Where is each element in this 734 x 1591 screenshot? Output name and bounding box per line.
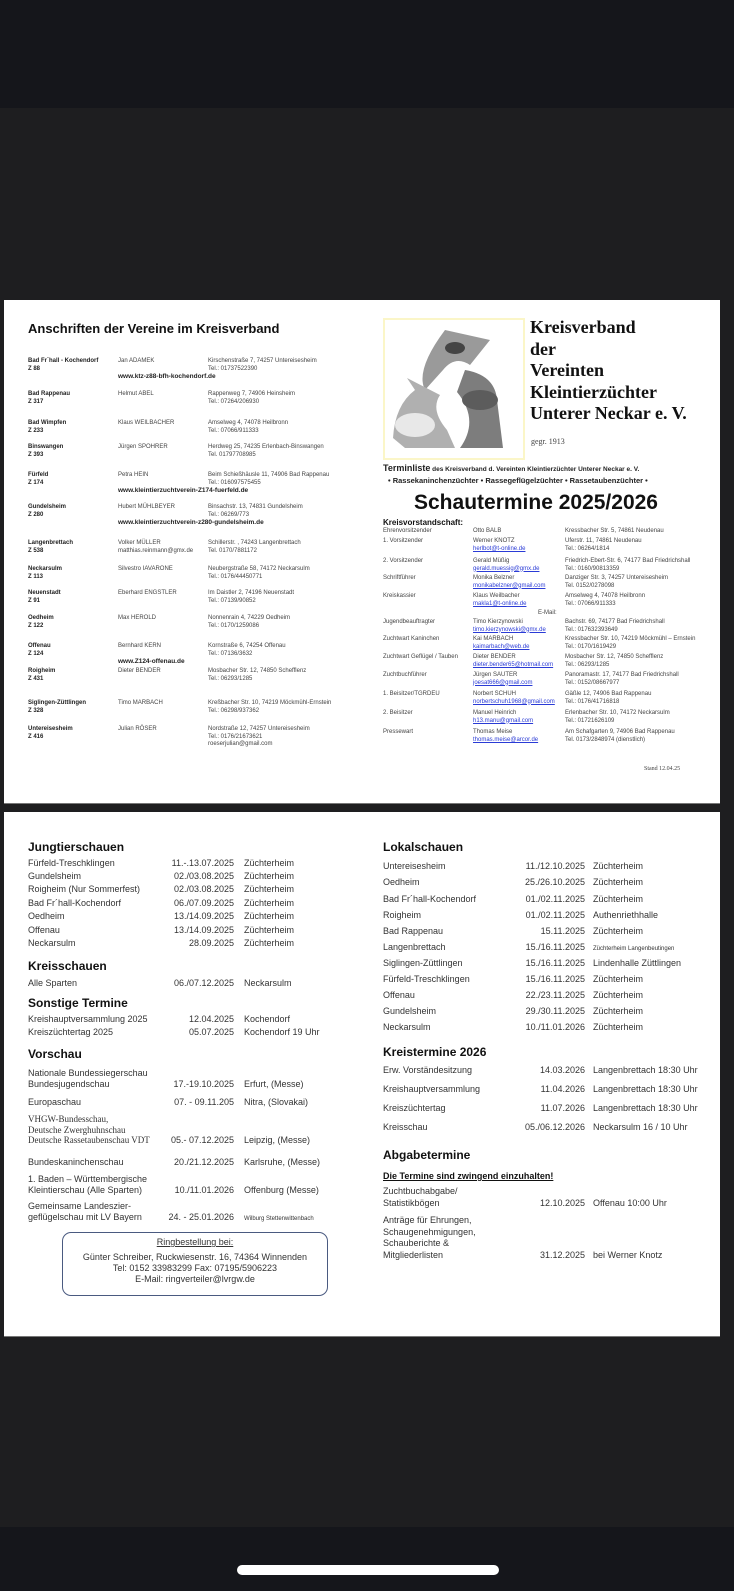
event-location: Züchterheim	[244, 884, 295, 894]
terminliste-line	[383, 463, 639, 473]
board-member-name: Werner KNOTZ	[473, 538, 515, 544]
club-contact: Volker MÜLLER	[118, 540, 161, 546]
club-contact-email[interactable]: matthias.reinmann@gmx.de	[118, 547, 194, 554]
event-location: Züchterheim	[244, 911, 295, 921]
event-name: Oedheim	[383, 877, 420, 887]
event-date: 10./11.01.2026	[525, 1022, 585, 1032]
board-member-name: Manuel Heinrich	[473, 710, 517, 716]
event-date: 02./03.08.2025	[173, 871, 234, 881]
board-role: 1. Vorsitzender	[383, 538, 424, 544]
club-code: Z 317	[28, 398, 44, 405]
event-date: 07. - 09.11.205	[174, 1097, 234, 1107]
event-location: Nitra, (Slovakai)	[244, 1097, 309, 1107]
board-member-name: Norbert SCHUH	[473, 691, 517, 697]
event-location: Offenau 10:00 Uhr	[593, 1197, 667, 1208]
club-website[interactable]: www.kleintierzuchtverein-z280-gundelsheim.de	[118, 519, 264, 526]
club-code: Z 431	[28, 675, 44, 682]
board-member-email[interactable]: makla1@t-online.de	[473, 600, 527, 607]
club-address: Beim Schießhäusle 11, 74906 Bad Rappenau	[208, 472, 330, 478]
terminliste-label: Terminliste	[383, 463, 431, 473]
board-address: Amselweg 4, 74078 Heilbronn	[565, 593, 646, 599]
club-phone: Tel. 0170/7881172	[208, 547, 257, 554]
event-location: Züchterheim	[244, 898, 295, 908]
club-contact: Klaus WEILBACHER	[118, 420, 175, 426]
board-member-name: Jürgen SAUTER	[473, 672, 518, 678]
club-contact: Silvestro IAVARONE	[118, 566, 173, 572]
event-location: Züchterheim	[593, 974, 644, 984]
club-address: Im Daistler 2, 74196 Neuenstadt	[208, 590, 295, 596]
club-address: Kirschenstraße 7, 74257 Untereisesheim	[208, 358, 317, 364]
board-address: Kressbacher Str. 10, 74219 Möckmühl – Ernstein	[565, 636, 696, 642]
section-heading: Jungtierschauen	[28, 840, 125, 854]
email-label: E-Mail:	[538, 610, 557, 616]
board-role: Pressewart	[383, 729, 414, 735]
event-name: Siglingen-Züttlingen	[383, 958, 463, 968]
board-role: 2. Beisitzer	[383, 710, 413, 716]
event-name: Alle Sparten	[28, 978, 78, 988]
board-phone: Tel.: 0170/1619429	[565, 643, 617, 650]
board-address: Am Schafgarten 9, 74906 Bad Rappenau	[565, 729, 675, 735]
club-name: Fürfeld	[28, 472, 49, 478]
app-top-bar	[0, 0, 734, 108]
club-name: Langenbrettach	[28, 540, 74, 546]
club-address: Binsachstr. 13, 74831 Gundelsheim	[208, 504, 303, 510]
club-name: Gundelsheim	[28, 504, 67, 510]
animal-cycle-logo-icon	[385, 320, 523, 458]
board-role: Ehrenvorsitzender	[383, 528, 432, 534]
board-member-email[interactable]: timo.kierzynowski@gmx.de	[473, 626, 546, 633]
association-name-line: Kreisverband	[530, 317, 636, 337]
board-member-name: Timo Kierzynowski	[473, 619, 523, 625]
event-date: 01./02.11.2025	[525, 910, 585, 920]
event-location: Langenbrettach 18:30 Uhr	[593, 1065, 698, 1075]
club-code: Z 88	[28, 365, 41, 372]
event-name: Gundelsheim	[383, 1006, 437, 1016]
event-name: Bad Rappenau	[383, 926, 444, 936]
event-date: 12.04.2025	[188, 1014, 234, 1024]
event-name: Roigheim	[383, 910, 422, 920]
event-location: Züchterheim Langenbeutingen	[593, 946, 675, 952]
ring-order-email[interactable]: E-Mail: ringverteiler@lvrgw.de	[135, 1274, 255, 1284]
board-address: Kressbacher Str. 5, 74861 Neudenau	[565, 528, 664, 534]
event-name: Oedheim	[28, 911, 65, 921]
stand-date: Stand 12.04.25	[644, 766, 681, 772]
club-code: Z 416	[28, 733, 44, 740]
event-date: 11.04.2026	[540, 1084, 585, 1094]
board-phone: Tel.: 06293/1285	[565, 661, 610, 668]
club-phone: Tel.: 06269/773	[208, 511, 250, 518]
board-phone: Tel.: 0160/90813359	[565, 565, 620, 572]
event-date: 15./16.11.2025	[525, 958, 585, 968]
club-phone: Tel.: 0170/1259086	[208, 622, 260, 629]
event-name: Bad Fr´hall-Kochendorf	[383, 894, 477, 904]
event-name: VHGW-Bundesschau, Deutsche Zwerghuhnschau Deutsche Rassetaubenschau VDT	[28, 1114, 150, 1145]
event-date: 20./21.12.2025	[173, 1157, 234, 1167]
club-address: Kornstraße 6, 74254 Offenau	[208, 643, 286, 649]
section-heading: Lokalschauen	[383, 840, 464, 854]
event-location: Züchterheim	[244, 871, 295, 881]
event-date: 22./23.11.2025	[525, 990, 585, 1000]
section-heading: Kreisschauen	[28, 959, 107, 973]
club-code: Z 91	[28, 597, 41, 604]
event-location: Züchterheim	[593, 1006, 644, 1016]
event-date: 29./30.11.2025	[525, 1006, 585, 1016]
board-member-email[interactable]: herlbot@t-online.de	[473, 545, 526, 552]
club-name: Roigheim	[28, 668, 56, 674]
event-location: Züchterheim	[593, 877, 644, 887]
club-name: Untereisesheim	[28, 726, 73, 732]
document-page-2	[4, 812, 720, 1336]
club-contact: Max HEROLD	[118, 615, 157, 621]
bottom-bar	[0, 1527, 734, 1591]
event-date: 02./03.08.2025	[173, 884, 234, 894]
board-role: Schriftführer	[383, 575, 416, 581]
founded-year: gegr. 1913	[531, 437, 565, 446]
association-name-line: Unterer Neckar e. V.	[530, 403, 687, 423]
event-name: Neckarsulm	[383, 1022, 431, 1032]
event-date: 31.12.2025	[539, 1249, 585, 1260]
event-name: 1. Baden – Württembergische Kleintierschau (Alle Sparten)	[28, 1174, 148, 1195]
club-address: Rappenweg 7, 74906 Heinsheim	[208, 391, 296, 397]
event-date: 15./16.11.2025	[525, 974, 585, 984]
section-heading: Abgabetermine	[383, 1148, 471, 1162]
event-name: Europaschau	[28, 1097, 82, 1107]
event-date: 14.03.2026	[539, 1065, 585, 1075]
event-location: Karlsruhe, (Messe)	[244, 1157, 321, 1167]
event-date: 15./16.11.2025	[525, 942, 585, 952]
ring-order-box	[62, 1232, 328, 1296]
club-contact: Bernhard KERN	[118, 643, 162, 649]
event-location: Züchterheim	[244, 858, 295, 868]
event-location: Neckarsulm	[244, 978, 292, 988]
board-member-email[interactable]: dieter.bender65@hotmail.com	[473, 661, 554, 668]
board-member-email[interactable]: gerald.muessig@gmx.de	[473, 565, 540, 572]
event-date: 05.07.2025	[188, 1027, 234, 1037]
club-contact: Eberhard ENGSTLER	[118, 590, 177, 596]
board-member-name: Monika Belzner	[473, 575, 515, 581]
board-member-name: Klaus Weilbacher	[473, 593, 520, 599]
board-address: Friedrich-Ebert-Str. 6, 74177 Bad Friedrichshall	[565, 558, 691, 564]
event-location: Langenbrettach 18:30 Uhr	[593, 1103, 698, 1113]
club-name: Bad Fr´hall - Kochendorf	[28, 358, 99, 364]
event-name: Gundelsheim	[28, 871, 82, 881]
event-date: 06./07.09.2025	[173, 898, 234, 908]
board-member-email[interactable]: kaimarbach@web.de	[473, 643, 530, 650]
event-name: Erw. Vorständesitzung	[383, 1065, 473, 1075]
event-name: Roigheim (Nur Sommerfest)	[28, 884, 141, 894]
board-address: Uferstr. 11, 74861 Neudenau	[565, 538, 642, 544]
club-phone: Tel.: 07066/911333	[208, 427, 259, 434]
event-date: 11.07.2026	[540, 1103, 585, 1113]
event-location: Züchterheim	[593, 926, 644, 936]
board-phone: Tel.: 01721626109	[565, 717, 615, 724]
association-logo	[383, 318, 525, 460]
club-contact: Petra HEIN	[118, 472, 149, 478]
board-address: Bachstr. 69, 74177 Bad Friedrichshall	[565, 619, 665, 625]
club-phone: Tel.: 0176/44450771	[208, 573, 263, 580]
event-date: 24. - 25.01.2026	[168, 1211, 234, 1222]
board-member-email[interactable]: joesat666@gmail.com	[473, 679, 533, 686]
board-phone: Tel. 0173/2848974 (dienstlich)	[565, 736, 646, 743]
club-code: Z 122	[28, 622, 44, 629]
club-contact: Jürgen SPOHRER	[118, 444, 168, 450]
club-code: Z 328	[28, 707, 44, 714]
board-role: Kreiskassier	[383, 593, 416, 599]
event-name: Kreisschau	[383, 1122, 428, 1132]
board-member-email[interactable]: h13.manu@gmail.com	[473, 717, 534, 724]
event-date: 13./14.09.2025	[173, 925, 234, 935]
club-contact: Jan ADAMEK	[118, 358, 155, 364]
board-phone: Tel.: 0176/41716818	[565, 698, 620, 705]
event-date: 11./12.10.2025	[525, 861, 585, 871]
board-title: Kreisvorstandschaft:	[383, 518, 464, 527]
club-phone: Tel.: 06298/937362	[208, 707, 260, 714]
club-phone: Tel.: 0176/21673621	[208, 733, 263, 740]
board-member-name: Gerald Müßig	[473, 558, 510, 564]
event-location: Wilburg Stettenwittenbach	[244, 1215, 314, 1222]
board-role: Jugendbeauftragter	[383, 619, 436, 625]
event-name: Fürfeld-Treschklingen	[383, 974, 470, 984]
event-name: Kreishauptversammlung	[383, 1084, 481, 1094]
club-address: Nordstraße 12, 74257 Untereisesheim	[208, 726, 310, 732]
club-contact: Hubert MÜHLBEYER	[118, 504, 176, 510]
section-note: Die Termine sind zwingend einzuhalten!	[383, 1171, 554, 1181]
board-phone: Tel. 0152/0278098	[565, 582, 615, 589]
association-name	[530, 317, 687, 425]
club-address: Schillerstr. , 74243 Langenbrettach	[208, 540, 301, 546]
club-website[interactable]: www.kleintierzuchtverein-Z174-fuerfeld.de	[118, 487, 249, 494]
event-name: Kreiszüchtertag 2025	[28, 1027, 114, 1037]
club-code: Z 174	[28, 479, 44, 486]
event-date: 25./26.10.2025	[524, 877, 585, 887]
event-location: Offenburg (Messe)	[244, 1184, 319, 1195]
event-name: Langenbrettach	[383, 942, 446, 952]
event-date: 13./14.09.2025	[173, 911, 234, 921]
event-name: Anträge für Ehrungen, Schaugenehmigungen, Schauberichte & Mitgliederlisten	[383, 1215, 476, 1260]
club-address: Nonnenrain 4, 74229 Oedheim	[208, 615, 291, 621]
club-phone: Tel. 01797708985	[208, 451, 256, 458]
section-heading: Sonstige Termine	[28, 996, 128, 1010]
club-name: Bad Wimpfen	[28, 420, 67, 426]
home-indicator[interactable]	[237, 1565, 499, 1575]
association-name-line: Kleintierzüchter	[530, 381, 657, 402]
club-address: Neubergstraße 58, 74172 Neckarsulm	[208, 566, 310, 572]
board-phone: Tel.: 07066/911333	[565, 600, 616, 607]
club-name: Oedheim	[28, 615, 54, 621]
board-member-email[interactable]: norbertschuh1968@gmail.com	[473, 698, 555, 705]
club-name: Binswangen	[28, 444, 64, 450]
event-location: Erfurt, (Messe)	[244, 1078, 304, 1089]
ring-order-title: Ringbestellung bei:	[156, 1237, 234, 1247]
club-name: Bad Rappenau	[28, 391, 71, 397]
club-website[interactable]: www.ktz-z88-bfh-kochendorf.de	[118, 373, 216, 380]
event-date: 10./11.01.2026	[174, 1184, 234, 1195]
board-address: Panoramastr. 17, 74177 Bad Friedrichshall	[565, 672, 679, 678]
event-location: Züchterheim	[593, 894, 644, 904]
event-date: 05.- 07.12.2025	[170, 1135, 234, 1145]
event-location: Kochendorf 19 Uhr	[244, 1027, 320, 1037]
event-name: Kreishauptversammlung 2025	[28, 1014, 148, 1024]
club-contact: Julian RÖSER	[118, 726, 157, 732]
event-date: 06./07.12.2025	[173, 978, 234, 988]
document-page-1	[4, 300, 720, 803]
event-location: Langenbrettach 18:30 Uhr	[593, 1084, 698, 1094]
club-contact: Timo MARBACH	[118, 700, 163, 706]
club-address: Amselweg 4, 74078 Heilbronn	[208, 420, 289, 426]
club-phone: Tel.: 07139/90852	[208, 597, 256, 604]
club-address: Herdweg 25, 74235 Erlenbach-Binswangen	[208, 444, 324, 450]
club-name: Neckarsulm	[28, 566, 63, 572]
club-address: Kreßbacher Str. 10, 74219 Möckmühl-Ernstein	[208, 700, 332, 706]
event-name: Offenau	[383, 990, 415, 1000]
board-member-name: Otto BALB	[473, 528, 502, 534]
event-date: 28.09.2025	[188, 938, 234, 948]
club-website[interactable]: www.Z124-offenau.de	[118, 658, 185, 665]
board-role: Zuchtwart Geflügel / Tauben	[383, 654, 458, 660]
event-location: bei Werner Knotz	[593, 1249, 663, 1260]
board-role: Zuchtwart Kaninchen	[383, 636, 440, 642]
breeder-sections: • Rassekaninchenzüchter • Rassegeflügelzüchter • Rassetaubenzüchter •	[388, 476, 648, 485]
event-date: 17.-19.10.2025	[173, 1078, 234, 1089]
club-code: Z 113	[28, 573, 44, 580]
event-location: Authenriethhalle	[593, 910, 659, 920]
event-name: Gemeinsame Landeszier- geflügelschau mit LV Bayern	[28, 1201, 142, 1222]
event-name: Neckarsulm	[28, 938, 76, 948]
event-name: Offenau	[28, 925, 60, 935]
board-member-email[interactable]: thomas.meise@arcor.de	[473, 736, 539, 743]
event-name: Untereisesheim	[383, 861, 446, 871]
club-contact: Dieter BENDER	[118, 668, 161, 674]
event-location: Neckarsulm 16 / 10 Uhr	[593, 1122, 688, 1132]
club-name: Siglingen-Züttlingen	[28, 700, 86, 706]
section-heading: Kreistermine 2026	[383, 1045, 487, 1059]
club-code: Z 393	[28, 451, 44, 458]
club-code: Z 538	[28, 547, 44, 554]
board-phone: Tel.: 0152/08667977	[565, 679, 620, 686]
board-phone: Tel.: 06264/1814	[565, 545, 610, 552]
club-code: Z 280	[28, 511, 44, 518]
club-code: Z 124	[28, 650, 44, 657]
board-phone: Tel.: 017632393649	[565, 626, 618, 633]
terminliste-text: des Kreisverband d. Vereinten Kleintierzüchter Unterer Neckar e. V.	[430, 466, 640, 473]
board-member-name: Thomas Meise	[473, 729, 513, 735]
association-name-line: Vereinten	[530, 360, 604, 380]
main-title: Schautermine 2025/2026	[414, 491, 658, 514]
event-date: 12.10.2025	[539, 1197, 585, 1208]
event-location: Züchterheim	[244, 938, 295, 948]
event-name: Zuchtbuchabgabe/ Statistikbögen	[383, 1186, 458, 1208]
board-role: 2. Vorsitzender	[383, 558, 424, 564]
board-member-name: Kai MARBACH	[473, 636, 514, 642]
event-location: Leipzig, (Messe)	[244, 1135, 311, 1145]
event-location: Züchterheim	[593, 990, 644, 1000]
event-name: Bundeskaninchenschau	[28, 1157, 124, 1167]
club-name: Neuenstadt	[28, 590, 61, 596]
event-location: Züchterheim	[593, 1022, 644, 1032]
club-phone: Tel.: 07264/206930	[208, 398, 260, 405]
ring-order-address: Günter Schreiber, Ruckwiesenstr. 16, 74364 Winnenden	[82, 1252, 308, 1262]
event-location: Züchterheim	[244, 925, 295, 935]
event-date: 01./02.11.2025	[525, 894, 585, 904]
event-date: 05./06.12.2026	[524, 1122, 585, 1132]
clubs-title: Anschriften der Vereine im Kreisverband	[28, 321, 280, 336]
event-location: Züchterheim	[593, 861, 644, 871]
event-name: Bad Fr´hall-Kochendorf	[28, 898, 122, 908]
board-role: 1. Beisitzer/TGRDEU	[383, 691, 440, 697]
club-code: Z 233	[28, 427, 44, 434]
board-address: Mosbacher Str. 12, 74850 Schefflenz	[565, 654, 664, 660]
event-location: Kochendorf	[244, 1014, 291, 1024]
association-name-line: der	[530, 338, 556, 359]
board-member-email[interactable]: monikabelzner@gmail.com	[473, 582, 546, 589]
board-role: Zuchtbuchführer	[383, 672, 427, 678]
club-name: Offenau	[28, 643, 51, 649]
club-contact: Helmut ABEL	[118, 391, 154, 397]
club-address: Mosbacher Str. 12, 74850 Schefflenz	[208, 668, 307, 674]
section-heading: Vorschau	[28, 1047, 82, 1061]
club-email[interactable]: roeserjulian@gmail.com	[208, 741, 273, 747]
ring-order-phone: Tel: 0152 33983299 Fax: 07195/5906223	[112, 1263, 278, 1273]
club-phone: Tel.: 01737522390	[208, 365, 258, 372]
event-name: Nationale Bundessiegerschau Bundesjugendschau	[28, 1068, 148, 1089]
club-phone: Tel.: 07136/3632	[208, 650, 253, 657]
club-phone: Tel.: 06293/1285	[208, 675, 253, 682]
board-member-name: Dieter BENDER	[473, 654, 516, 660]
club-phone: Tel.: 016097575455	[208, 479, 261, 486]
event-date: 15.11.2025	[540, 926, 585, 936]
board-address: Gäßle 12, 74906 Bad Rappenau	[565, 691, 652, 697]
event-name: Kreiszüchtertag	[383, 1103, 446, 1113]
event-date: 11.-.13.07.2025	[171, 858, 234, 868]
event-location: Lindenhalle Züttlingen	[593, 958, 682, 968]
board-address: Erlenbacher Str. 10, 74172 Neckarsulm	[565, 710, 670, 716]
board-address: Danziger Str. 3, 74257 Untereisesheim	[565, 575, 669, 581]
event-name: Fürfeld-Treschklingen	[28, 858, 115, 868]
